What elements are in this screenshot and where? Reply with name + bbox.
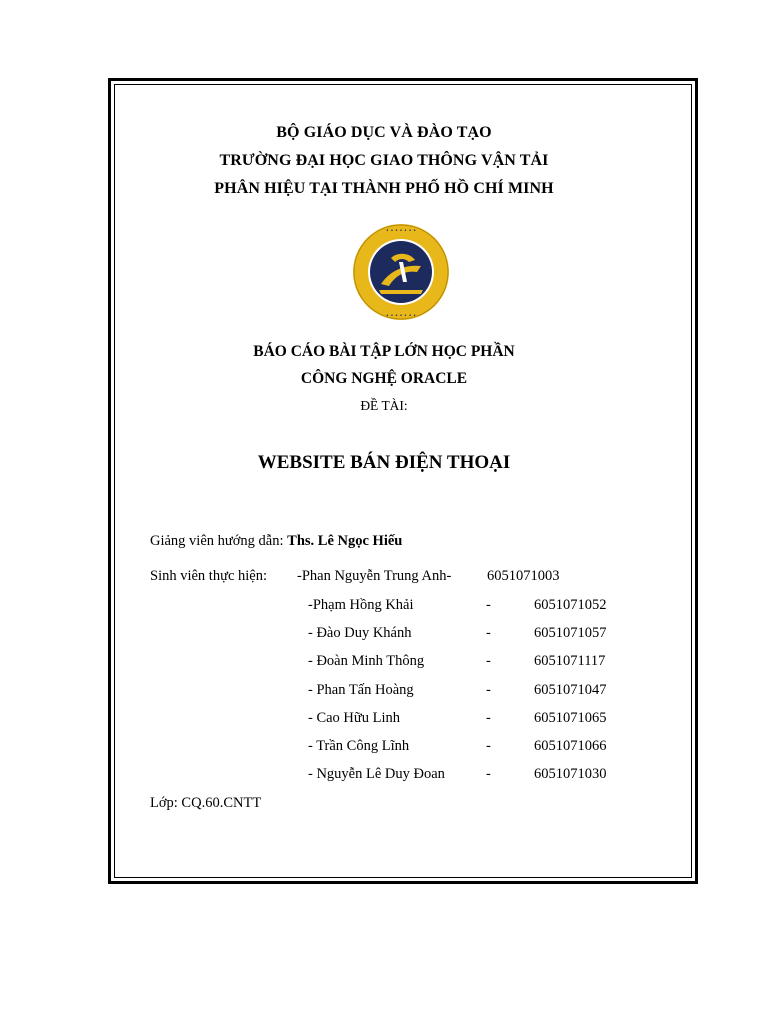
supervisor-label: Giảng viên hướng dẫn: (150, 533, 284, 549)
report-title: WEBSITE BÁN ĐIỆN THOẠI (257, 452, 511, 473)
student-id: 6051071065 (534, 710, 607, 726)
student-name: - Đoàn Minh Thông (308, 653, 425, 669)
ministry-heading: BỘ GIÁO DỤC VÀ ĐÀO TẠO (276, 124, 492, 141)
student-name: - Phan Tấn Hoàng (308, 682, 414, 698)
report-type: BÁO CÁO BÀI TẬP LỚN HỌC PHẦN (253, 343, 515, 360)
supervisor-name: Ths. Lê Ngọc Hiếu (287, 533, 403, 549)
student-name: - Đào Duy Khánh (308, 625, 412, 641)
student-dash: - (486, 682, 491, 698)
student-id: 6051071052 (534, 597, 607, 613)
student-name: -Phan Nguyễn Trung Anh- (297, 568, 452, 584)
student-dash: - (486, 710, 491, 726)
student-id: 6051071057 (534, 625, 607, 641)
student-id: 6051071047 (534, 682, 607, 698)
student-id: 6051071066 (534, 738, 607, 754)
page-border-inner (114, 84, 692, 878)
student-id: 6051071003 (487, 568, 560, 584)
student-id: 6051071117 (534, 653, 606, 669)
student-dash: - (486, 653, 491, 669)
topic-label: ĐỀ TÀI: (360, 398, 408, 413)
svg-text:• • • • • • •: • • • • • • • (385, 313, 417, 319)
class-info: Lớp: CQ.60.CNTT (150, 795, 262, 811)
student-dash: - (486, 597, 491, 613)
student-name: - Nguyễn Lê Duy Đoan (308, 766, 445, 782)
student-name: - Trần Công Lĩnh (308, 738, 410, 754)
campus-heading: PHÂN HIỆU TẠI THÀNH PHỐ HỒ CHÍ MINH (214, 180, 554, 197)
student-id: 6051071030 (534, 766, 607, 782)
student-dash: - (486, 738, 491, 754)
course-name: CÔNG NGHỆ ORACLE (300, 370, 468, 387)
student-dash: - (486, 625, 491, 641)
supervisor-line (150, 533, 402, 550)
student-dash: - (486, 766, 491, 782)
students-label: Sinh viên thực hiện: (150, 568, 267, 584)
university-seal-icon (351, 222, 451, 322)
university-heading: TRƯỜNG ĐẠI HỌC GIAO THÔNG VẬN TẢI (219, 152, 549, 169)
svg-text:• • • • • • •: • • • • • • • (385, 228, 417, 234)
student-name: - Cao Hữu Linh (308, 710, 401, 726)
student-name: -Phạm Hồng Khải (308, 597, 414, 613)
